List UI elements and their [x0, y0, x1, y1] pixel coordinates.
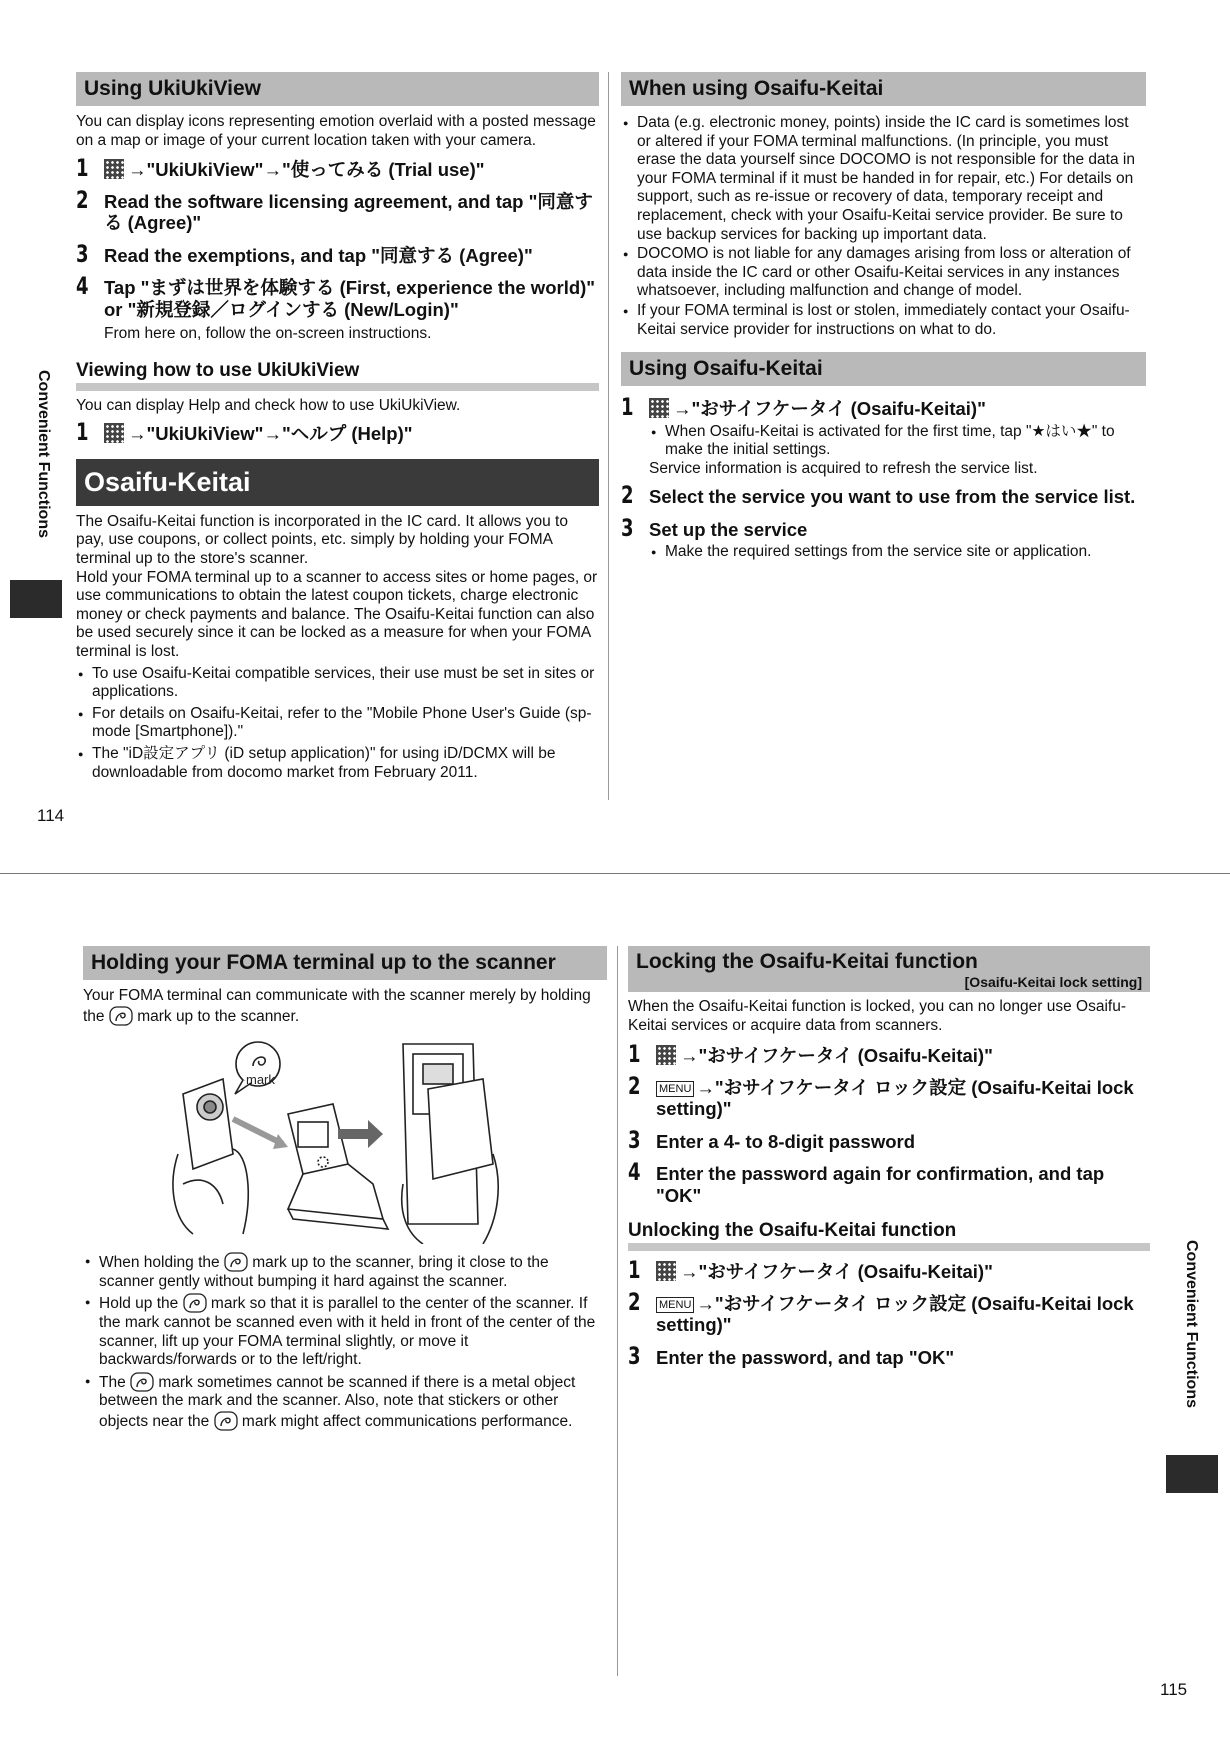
bullet-item	[83, 1293, 607, 1369]
step-text: Set up the service	[649, 518, 808, 540]
app-menu-icon	[656, 1045, 676, 1065]
right-column	[621, 72, 1146, 562]
section-heading	[628, 946, 1150, 992]
step-number: 2	[628, 1071, 641, 1100]
step-text: →"UkiUkiView"→"ヘルプ (Help)"	[128, 423, 413, 445]
side-tab-label: Convenient Functions	[35, 370, 52, 538]
side-tab-block	[1166, 1455, 1218, 1493]
step	[76, 154, 599, 183]
bullet-item	[83, 1252, 607, 1291]
step-number: 2	[628, 1287, 641, 1316]
page-number: 115	[1160, 1680, 1188, 1699]
bullet-item: ● The "iD設定アプリ (iD setup application)" for using iD/DCMX will be downloadable from docomo market from February 2011.	[76, 745, 599, 782]
step	[628, 1287, 1150, 1336]
bullet-item: ● Make the required settings from the service site or application.	[649, 543, 1146, 562]
step-text: Enter the password, and tap "OK"	[656, 1346, 955, 1368]
intro-text: You can display icons representing emotion overlaid with a posted message on a map or image of your current location taken with your camera.	[76, 113, 596, 149]
step-note: From here on, follow the on-screen instructions.	[104, 325, 432, 343]
step-number: 4	[76, 272, 89, 301]
illus-label: mark	[246, 1072, 275, 1088]
bullet-text-a: Hold up the	[99, 1295, 179, 1313]
intro-text-b: mark up to the scanner.	[137, 1007, 300, 1025]
scanner-illustration	[83, 1034, 607, 1244]
step-text: Enter the password again for confirmation, and tap "OK"	[656, 1163, 1105, 1206]
step	[628, 1256, 1150, 1285]
body-text: The Osaifu-Keitai function is incorporated in the IC card. It allows you to pay, use coupons, or collect points, etc. simply by holding your FOMA terminal up to the store's scanner. Hold your FOMA terminal up to a scanner to access sites or home pages, or use communications to obtain the latest coupon tickets, charge electronic money or check payments and balance. The Osaifu-Keitai function can also be used securely since it can be locked as a measure for when your FOMA terminal is lost.	[76, 512, 598, 661]
step-text: →"UkiUkiView"→"使ってみる (Trial use)"	[128, 159, 485, 181]
subsection-heading: Unlocking the Osaifu-Keitai function	[628, 1219, 1150, 1251]
step	[628, 1158, 1150, 1206]
step-text: →"おサイフケータイ (Osaifu-Keitai)"	[680, 1261, 993, 1283]
step-number: 1	[628, 1256, 641, 1285]
step-number: 2	[76, 185, 89, 214]
step-text: Select the service you want to use from the service list.	[649, 486, 1136, 508]
bullet-item: ● For details on Osaifu-Keitai, refer to the "Mobile Phone User's Guide (sp-mode [Smartphone])."	[76, 705, 599, 742]
step	[621, 481, 1146, 510]
step-number: 4	[628, 1158, 641, 1187]
bullet-item: ● To use Osaifu-Keitai compatible services, their use must be set in sites or applications.	[76, 665, 599, 702]
bullet-item: ● DOCOMO is not liable for any damages arising from loss or alteration of data inside the IC card or other Osaifu-Keitai services in any instances whatsoever, including malfunction and change of model.	[621, 245, 1146, 301]
step	[76, 185, 599, 234]
bullet-item: ● When Osaifu-Keitai is activated for the first time, tap "★はい★" to make the initial settings.	[649, 423, 1146, 460]
step-number: 1	[628, 1040, 641, 1069]
step-number: 3	[76, 239, 89, 268]
column-divider	[608, 72, 609, 800]
menu-key-icon: MENU	[656, 1297, 694, 1313]
step-text: Read the exemptions, and tap "同意する (Agree)"	[104, 244, 533, 266]
bullet-item: ● Data (e.g. electronic money, points) inside the IC card is sometimes lost or altered if your FOMA terminal malfunctions. (In principle, you must erase the data yourself since DOCOMO is not responsible for the data in your FOMA terminal if it must be handed in for repair, etc.) For details on support, such as re-issue or recovery of data, temporary receipt and replacement, check with your Osaifu-Keitai service provider. Be sure to use backup services for backing up important data.	[621, 114, 1146, 244]
section-heading: Using Osaifu-Keitai	[621, 352, 1146, 386]
section-heading-title: Locking the Osaifu-Keitai function	[636, 950, 978, 973]
bullet-text-b: mark so that it is parallel to the center of the scanner. If the mark cannot be scanned even with it held in front of the center of the scanner, lift up your FOMA terminal slightly, or move it backwards/forwards or to the left/right.	[99, 1295, 596, 1369]
step-number: 3	[621, 513, 634, 542]
bullet-item: ● If your FOMA terminal is lost or stolen, immediately contact your Osaifu-Keitai service provider for instructions on what to do.	[621, 302, 1146, 339]
bullet-text-a: The	[99, 1373, 126, 1391]
felica-mark-icon	[183, 1293, 207, 1313]
intro-text: When the Osaifu-Keitai function is locked, you can no longer use Osaifu-Keitai services or acquire data from scanners.	[628, 998, 1126, 1034]
step-text: Tap "まずは世界を体験する (First, experience the world)" or "新規登録／ログインする (New/Login)"	[104, 277, 596, 320]
side-tab-label: Convenient Functions	[1183, 1240, 1200, 1408]
page-number: 114	[37, 806, 65, 825]
section-heading-tag: [Osaifu-Keitai lock setting]	[964, 974, 1142, 990]
step	[628, 1040, 1150, 1069]
bullet-text-b: mark sometimes cannot be scanned if there is a metal object between the mark and the scanner. Also, note that stickers or other objects near the	[99, 1373, 576, 1430]
step-number: 1	[76, 154, 89, 183]
step	[628, 1125, 1150, 1154]
step	[621, 393, 1146, 422]
intro-text	[83, 987, 607, 1026]
app-menu-icon	[104, 159, 124, 179]
page-separator	[0, 873, 1230, 874]
step-number: 2	[621, 481, 634, 510]
bullet-text-c: mark might affect communications performance.	[241, 1412, 573, 1430]
column-divider	[617, 946, 618, 1676]
step-text: →"おサイフケータイ (Osaifu-Keitai)"	[680, 1045, 993, 1067]
felica-mark-icon	[224, 1252, 248, 1272]
step	[628, 1071, 1150, 1120]
step-number: 3	[628, 1341, 641, 1370]
section-heading: Holding your FOMA terminal up to the scanner	[83, 946, 607, 980]
menu-key-icon: MENU	[656, 1081, 694, 1097]
felica-mark-icon	[214, 1411, 238, 1431]
intro-text: You can display Help and check how to use UkiUkiView.	[76, 396, 461, 414]
left-column	[76, 72, 599, 782]
bullet-item	[83, 1372, 607, 1432]
felica-mark-icon	[109, 1006, 133, 1026]
step-text: Read the software licensing agreement, and tap "同意する (Agree)"	[104, 190, 593, 234]
step	[76, 418, 599, 447]
section-heading: Using UkiUkiView	[76, 72, 599, 106]
step	[621, 513, 1146, 542]
subsection-heading: Viewing how to use UkiUkiView	[76, 359, 599, 391]
step-text: Enter a 4- to 8-digit password	[656, 1130, 916, 1152]
bullet-text-a: When holding the	[99, 1254, 220, 1272]
app-menu-icon	[656, 1261, 676, 1281]
app-menu-icon	[649, 398, 669, 418]
step	[628, 1341, 1150, 1370]
step-number: 3	[628, 1125, 641, 1154]
step-text: →"おサイフケータイ ロック設定 (Osaifu-Keitai lock setting)"	[656, 1076, 1134, 1120]
left-column	[83, 946, 607, 1432]
step-text: →"おサイフケータイ ロック設定 (Osaifu-Keitai lock setting)"	[656, 1292, 1134, 1336]
step-number: 1	[76, 418, 89, 447]
section-heading: When using Osaifu-Keitai	[621, 72, 1146, 106]
step-text: →"おサイフケータイ (Osaifu-Keitai)"	[673, 398, 986, 420]
chapter-heading: Osaifu-Keitai	[76, 459, 599, 506]
bullet-text-b: mark up to the scanner, bring it close to the scanner gently without bumping it hard against the scanner.	[99, 1254, 549, 1290]
step	[76, 239, 599, 268]
felica-mark-icon	[130, 1372, 154, 1392]
side-tab-block	[10, 580, 62, 618]
step-number: 1	[621, 393, 634, 422]
intro-text-a: Your FOMA terminal can communicate with the scanner merely by holding the	[83, 987, 591, 1025]
right-column	[628, 946, 1150, 1368]
app-menu-icon	[104, 423, 124, 443]
step	[76, 272, 599, 320]
step-note: Service information is acquired to refresh the service list.	[649, 459, 1038, 477]
